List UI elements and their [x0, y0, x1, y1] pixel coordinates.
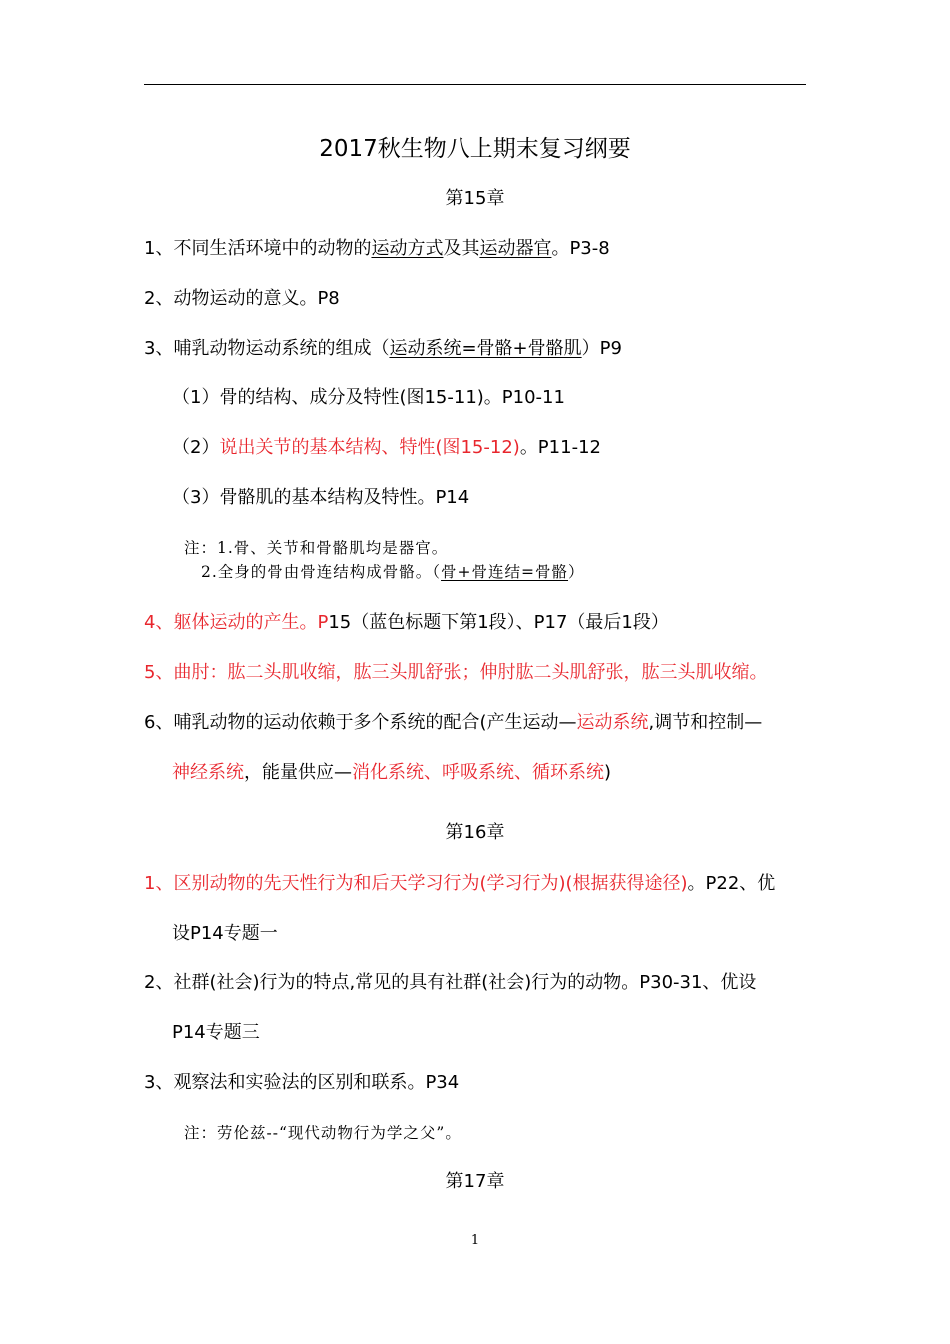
- ch15-item-6: 6、哺乳动物的运动依赖于多个系统的配合(产生运动—运动系统,调节和控制—: [144, 712, 763, 733]
- ch15-item-5: 5、曲肘：肱二头肌收缩，肱三头肌舒张；伸肘肱二头肌舒张，肱三头肌收缩。: [144, 662, 768, 683]
- ch16-note-1: 注：劳伦兹--“现代动物行为学之父”。: [184, 1124, 462, 1142]
- header-rule: [144, 84, 806, 85]
- highlighted-text: 说出关节的基本结构、特性(图15-12): [219, 437, 520, 458]
- chapter-16-heading: 第16章: [445, 822, 505, 843]
- highlighted-text: 1、区别动物的先天性行为和后天学习行为(学习行为)(根据获得途径): [144, 873, 688, 894]
- highlighted-text: 4、躯体运动的产生。P: [144, 612, 329, 633]
- ch15-note-2: 2.全身的骨由骨连结构成骨骼。（骨+骨连结=骨骼）: [201, 563, 585, 581]
- underlined-term: 运动系统=骨骼+骨骼肌: [389, 338, 582, 359]
- ch16-item-2: 2、社群(社会)行为的特点,常见的具有社群(社会)行为的动物。P30-31、优设: [144, 972, 757, 993]
- ch15-item-4: 4、躯体运动的产生。P15（蓝色标题下第1段）、P17（最后1段）: [144, 612, 669, 633]
- chapter-17-heading: 第17章: [445, 1171, 505, 1192]
- highlighted-text: 消化系统、呼吸系统、循环系统: [352, 762, 604, 783]
- ch15-note-1: 注：1.骨、关节和骨骼肌均是器官。: [184, 539, 449, 557]
- ch16-item-3: 3、观察法和实验法的区别和联系。P34: [144, 1072, 460, 1093]
- underlined-term: 运动器官: [479, 238, 552, 259]
- ch15-subitem-1: （1）骨的结构、成分及特性(图15-11)。P10-11: [172, 387, 565, 408]
- page-title: 2017秋生物八上期末复习纲要: [319, 136, 631, 162]
- ch15-item-2: 2、动物运动的意义。P8: [144, 288, 340, 309]
- ch15-item-6-continued: 神经系统，能量供应—消化系统、呼吸系统、循环系统): [172, 762, 612, 783]
- ch16-item-1: 1、区别动物的先天性行为和后天学习行为(学习行为)(根据获得途径)。P22、优: [144, 873, 776, 894]
- ch16-item-1-continued: 设P14专题一: [172, 923, 278, 944]
- ch15-item-3: 3、哺乳动物运动系统的组成（运动系统=骨骼+骨骼肌）P9: [144, 338, 622, 359]
- ch15-subitem-3: （3）骨骼肌的基本结构及特性。P14: [172, 487, 470, 508]
- page-number: 1: [470, 1233, 480, 1248]
- underlined-term: 骨+骨连结=骨骼: [441, 563, 569, 581]
- highlighted-text: 运动系统: [576, 712, 649, 733]
- ch16-item-2-continued: P14专题三: [172, 1022, 260, 1043]
- highlighted-text: 神经系统: [172, 762, 244, 783]
- ch15-item-1: 1、不同生活环境中的动物的运动方式及其运动器官。P3-8: [144, 238, 610, 259]
- underlined-term: 运动方式: [371, 238, 444, 259]
- chapter-15-heading: 第15章: [445, 188, 505, 209]
- ch15-subitem-2: （2）说出关节的基本结构、特性(图15-12)。P11-12: [172, 437, 601, 458]
